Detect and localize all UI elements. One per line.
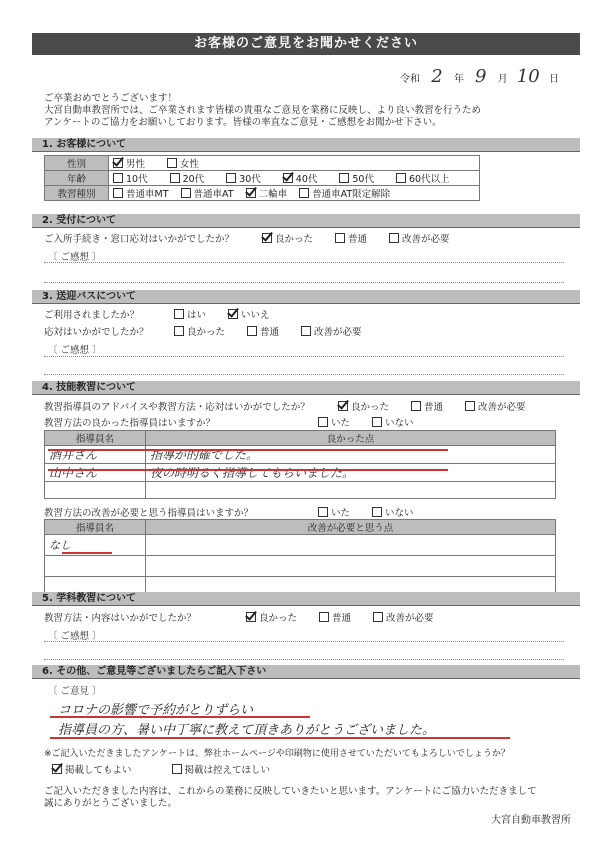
checkbox-icon[interactable] — [335, 233, 345, 243]
checkbox-icon[interactable] — [172, 764, 182, 774]
empty-cell — [45, 556, 146, 577]
course-label: 教習種別 — [45, 186, 109, 201]
checkbox-label: 良かった — [259, 613, 298, 624]
checkbox-option[interactable] — [52, 765, 132, 776]
bad-instructor-question: 教習方法の改善が必要と思う指導員はいますか？ — [44, 508, 254, 519]
checkbox-option[interactable] — [113, 189, 169, 200]
checked-box-icon[interactable] — [246, 188, 256, 198]
course-row — [45, 186, 480, 201]
checkbox-icon[interactable] — [318, 417, 328, 427]
checkbox-label: はい — [187, 310, 207, 321]
checkbox-icon[interactable] — [299, 188, 309, 198]
checkbox-option[interactable] — [318, 418, 350, 429]
instructor-options — [338, 399, 548, 413]
lecture-options — [246, 610, 456, 624]
checkbox-option[interactable] — [174, 327, 225, 338]
section-3-header: 3. 送迎バスについて — [32, 290, 580, 304]
lecture-question: 教習方法・内容はいかがでしたか？ — [44, 613, 197, 624]
checkbox-label: 普通 — [332, 613, 352, 624]
checkbox-label: いた — [331, 508, 351, 519]
checkbox-icon[interactable] — [167, 158, 177, 168]
checkbox-label: いいえ — [241, 310, 270, 321]
checkbox-option[interactable] — [339, 174, 374, 185]
checkbox-option[interactable] — [411, 402, 443, 413]
bus-comment-label: 〔 ご感想 〕 — [48, 345, 102, 356]
checkbox-icon[interactable] — [181, 188, 191, 198]
checkbox-label: 普通車MT — [126, 189, 169, 200]
good-name-1: 酒井さん — [45, 446, 146, 464]
checked-box-icon[interactable] — [338, 401, 348, 411]
gender-label: 性別 — [45, 156, 109, 171]
divider — [44, 659, 564, 660]
checkbox-icon[interactable] — [226, 173, 236, 183]
checkbox-icon[interactable] — [174, 326, 184, 336]
good-name-2: 山中さん — [45, 464, 146, 482]
checked-box-icon[interactable] — [113, 158, 123, 168]
empty-cell — [146, 556, 556, 577]
checkbox-label: 普通車AT — [193, 189, 234, 200]
checkbox-icon[interactable] — [113, 188, 123, 198]
opinion-line-1: コロナの影響で予約がとりずらい — [58, 703, 254, 718]
checkbox-option[interactable] — [174, 310, 206, 321]
checkbox-option[interactable] — [372, 418, 414, 429]
opinion-line-2: 指導員の方、暑い中丁寧に教えて頂きありがとうございました。 — [58, 723, 436, 738]
age-row — [45, 171, 480, 186]
checkbox-icon[interactable] — [318, 507, 328, 517]
checkbox-option[interactable] — [226, 174, 261, 185]
good-instructor-options — [318, 415, 436, 429]
checkbox-label: 良かった — [275, 234, 314, 245]
good-instructor-table — [44, 430, 556, 499]
checked-box-icon[interactable] — [52, 764, 62, 774]
checkbox-label: 普通 — [260, 327, 280, 338]
checkbox-option[interactable] — [113, 174, 148, 185]
checkbox-option[interactable] — [262, 234, 313, 245]
checkbox-option[interactable] — [247, 327, 279, 338]
checkbox-option[interactable] — [338, 402, 389, 413]
age-options — [109, 171, 480, 186]
checkbox-label: 二輪車 — [258, 189, 288, 200]
checkbox-label: いない — [385, 508, 414, 519]
checkbox-icon[interactable] — [319, 612, 329, 622]
checkbox-icon[interactable] — [396, 173, 406, 183]
checkbox-label: 普通 — [348, 234, 368, 245]
bus-usage-options — [174, 307, 292, 321]
checkbox-option[interactable] — [228, 310, 270, 321]
bad-point-1 — [146, 535, 556, 556]
good-point-1: 指導が的確でした。 — [146, 446, 556, 464]
section-2-header: 2. 受付について — [32, 214, 580, 228]
course-options — [109, 186, 480, 201]
bus-usage-question: ご利用されましたか？ — [44, 310, 140, 321]
checkbox-icon[interactable] — [465, 401, 475, 411]
reception-question: ご入所手続き・窓口応対はいかがでしたか？ — [44, 234, 235, 245]
checkbox-label: 普通車AT限定解除 — [312, 189, 391, 200]
checkbox-label: 普通 — [424, 402, 444, 413]
gender-row — [45, 156, 480, 171]
bus-service-options — [174, 324, 384, 338]
divider — [44, 356, 564, 357]
red-underline — [50, 716, 310, 718]
checkbox-icon[interactable] — [170, 173, 180, 183]
checkbox-label: 良かった — [351, 402, 390, 413]
checkbox-option[interactable] — [170, 174, 205, 185]
checkbox-option[interactable] — [319, 613, 351, 624]
checkbox-icon[interactable] — [411, 401, 421, 411]
divider — [44, 262, 564, 263]
bad-row-1 — [45, 535, 556, 556]
section-4-header: 4. 技能教習について — [32, 381, 580, 395]
checkbox-option[interactable] — [283, 174, 318, 185]
bad-name-header: 指導員名 — [45, 520, 146, 535]
checked-box-icon[interactable] — [246, 612, 256, 622]
red-underline — [48, 469, 448, 471]
good-point-2: 夜の時明るく指導してもらいました。 — [146, 464, 556, 482]
checked-box-icon[interactable] — [228, 309, 238, 319]
checkbox-icon[interactable] — [373, 612, 383, 622]
bad-point-header: 改善が必要と思う点 — [146, 520, 556, 535]
age-label: 年齢 — [45, 171, 109, 186]
footer-text: ご記入いただきました内容は、これからの業務に反映していきたいと思います。アンケートにご協力いただきまして 誠にありがとうございました。 — [44, 786, 537, 809]
checkbox-label: 掲載は控えてほしい — [184, 765, 271, 776]
date-year: 2 — [431, 66, 443, 87]
empty-cell — [45, 482, 146, 499]
checkbox-label: 男性 — [126, 159, 146, 170]
checkbox-label: 改善が必要 — [402, 234, 450, 245]
checked-box-icon[interactable] — [262, 233, 272, 243]
checkbox-option[interactable] — [113, 159, 145, 170]
checkbox-option[interactable] — [389, 234, 450, 245]
checkbox-label: 改善が必要 — [386, 613, 434, 624]
checkbox-icon[interactable] — [174, 309, 184, 319]
checkbox-option[interactable] — [301, 327, 362, 338]
checkbox-option[interactable] — [465, 402, 526, 413]
checkbox-label: いない — [385, 418, 414, 429]
empty-cell — [146, 482, 556, 499]
reception-comment-label: 〔 ご感想 〕 — [48, 252, 102, 263]
checkbox-icon[interactable] — [301, 326, 311, 336]
checkbox-option[interactable] — [167, 159, 199, 170]
checkbox-icon[interactable] — [113, 173, 123, 183]
section-6-header: 6. その他、ご意見等ございましたらご記入下さい — [32, 665, 580, 679]
bus-service-question: 応対はいかがでしたか？ — [44, 327, 149, 338]
consent-question: ※ご記入いただきましたアンケートは、弊社ホームページや印刷物に使用させていただいてもよろしいでしょうか？ — [44, 749, 510, 759]
checkbox-label: 30代 — [239, 174, 261, 185]
section-5-header: 5. 学科教習について — [32, 592, 580, 606]
bad-name-1: なし — [45, 535, 146, 556]
checkbox-option[interactable] — [396, 174, 450, 185]
date-day: 10 — [516, 66, 540, 87]
divider — [44, 282, 564, 283]
date-month: 9 — [475, 66, 487, 87]
page-title: お客様のご意見をお聞かせください — [32, 33, 580, 55]
red-underline — [62, 552, 112, 554]
reception-options — [262, 231, 472, 245]
checkbox-label: 60代以上 — [408, 174, 450, 185]
checkbox-label: 50代 — [352, 174, 374, 185]
checkbox-option[interactable] — [373, 613, 434, 624]
checkbox-option[interactable] — [181, 189, 234, 200]
checkbox-option[interactable] — [172, 765, 271, 776]
good-name-header: 指導員名 — [45, 431, 146, 446]
checkbox-label: 良かった — [187, 327, 226, 338]
intro-text: ご卒業おめでとうございます！ 大宮自動車教習所では、ご卒業されます皆様の貴重なご意見を業務に反映し、より良い教習を行うため アンケートのご協力をお願いしております。皆様の率直なご意見・ご感想をお聞かせ下さい。 — [44, 93, 482, 128]
checkbox-icon[interactable] — [339, 173, 349, 183]
bad-instructor-options — [318, 505, 436, 519]
checkbox-icon[interactable] — [389, 233, 399, 243]
section-1-header: 1. お客様について — [32, 138, 580, 152]
red-underline — [50, 737, 510, 739]
checkbox-option[interactable] — [335, 234, 367, 245]
school-name: 大宮自動車教習所 — [491, 815, 571, 826]
checkbox-label: 改善が必要 — [314, 327, 362, 338]
checked-box-icon[interactable] — [283, 173, 293, 183]
checkbox-option[interactable] — [318, 508, 350, 519]
good-point-header: 良かった点 — [146, 431, 556, 446]
checkbox-option[interactable] — [372, 508, 414, 519]
checkbox-icon[interactable] — [372, 507, 382, 517]
checkbox-option[interactable] — [246, 613, 297, 624]
gender-options — [109, 156, 480, 171]
date-line: 令和 2 年 9 月 10 日 — [400, 66, 559, 87]
checkbox-label: 40代 — [295, 174, 318, 185]
checkbox-label: いた — [331, 418, 351, 429]
good-instructor-question: 教習方法の良かった指導員はいますか？ — [44, 418, 216, 429]
divider — [44, 641, 564, 642]
checkbox-label: 10代 — [126, 174, 148, 185]
checkbox-option[interactable] — [246, 189, 288, 200]
good-row-2 — [45, 464, 556, 482]
customer-info-table — [44, 155, 480, 201]
checkbox-label: 改善が必要 — [478, 402, 526, 413]
checkbox-option[interactable] — [299, 189, 390, 200]
bad-instructor-table — [44, 519, 556, 598]
lecture-comment-label: 〔 ご感想 〕 — [48, 631, 102, 642]
opinion-comment-label: 〔 ご意見 〕 — [48, 686, 102, 697]
checkbox-icon[interactable] — [247, 326, 257, 336]
checkbox-icon[interactable] — [372, 417, 382, 427]
checkbox-label: 掲載してもよい — [65, 765, 132, 776]
instructor-question: 教習指導員のアドバイスや教習方法・応対はいかがでしたか？ — [44, 402, 310, 413]
red-underline — [48, 449, 448, 451]
checkbox-label: 20代 — [182, 174, 205, 185]
checkbox-label: 女性 — [180, 159, 200, 170]
divider — [44, 374, 564, 375]
consent-options — [52, 762, 310, 776]
